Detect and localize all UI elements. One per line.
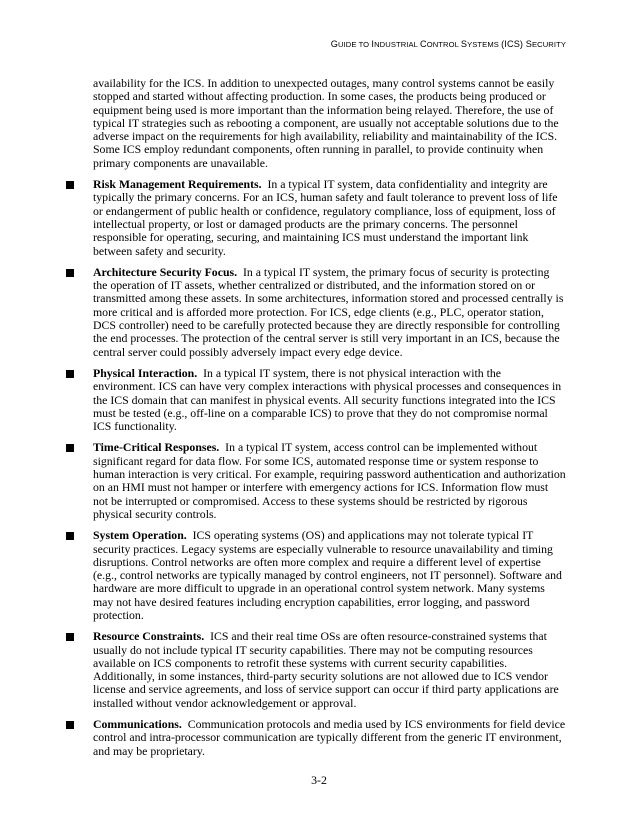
bullet-item-risk-management [93,178,566,258]
square-bullet-icon [66,370,74,378]
square-bullet-icon [66,269,74,277]
header-part: (ICS) S [501,39,532,49]
bullet-term: Communications. [93,717,182,732]
header-part: UIDE TO [337,40,372,49]
header-part: C [419,39,427,49]
bullet-item-time-critical [93,441,566,521]
bullet-text: Communication protocols and media used by ICS environments for field device control and intra-processor communication are typically different from the generic IT environment, and may be proprietary. [93,717,566,758]
bullet-paragraph [93,630,566,710]
bullet-text: ICS operating systems (OS) and applications may not tolerate typical IT security practices. Legacy systems are especially vulnerable to resource unavailability and timing disruptions. Control networks are often more complex and require a different level of expertise (e.g., control networks are typically managed by control engineers, not IT personnel). Software and hardware are more difficult to upgrade in an operational control system network. Many systems may not have desired features including encryption capabilities, error logging, and password protection. [93,528,562,622]
bullet-paragraph [93,441,566,521]
header-part: G [330,39,338,49]
bullet-item-architecture-security [93,266,566,359]
bullet-item-communications [93,718,566,758]
bullet-paragraph [93,178,566,258]
bullet-text: In a typical IT system, there is not physical interaction with the environment. ICS can have very complex interactions with physical processes and consequences in the ICS domain that can manifest in physical events. All security functions integrated into the ICS must be tested (e.g., off-line on a comparable ICS) to prove that they do not compromise normal ICS functionality. [93,365,562,434]
body-text [93,77,566,766]
bullet-text: ICS and their real time OSs are often resource-constrained systems that usually do not include typical IT security capabilities. There may not be computing resources available on ICS components to retrofit these systems with current security capabilities. Additionally, in some instances, third-party security solutions are not allowed due to ICS vendor license and service agreements, and loss of service support can occur if third party applications are installed without vendor acknowledgement or approval. [93,629,559,710]
page-number: 3-2 [311,773,327,787]
bullet-term: Risk Management Requirements. [93,177,262,192]
square-bullet-icon [66,181,74,189]
bullet-term: Physical Interaction. [93,365,198,380]
bullet-term: Architecture Security Focus. [93,264,238,279]
bullet-item-resource-constraints [93,630,566,710]
square-bullet-icon [66,532,74,540]
bullet-text: In a typical IT system, access control can be implemented without significant regard for data flow. For some ICS, automated response time or system response to human interaction is very critical. For example, requiring password authentication and authorization on an HMI must not hamper or interfere with emergency actions for ICS. Information flow must not be interrupted or compromised. Access to these systems should be restricted by rigorous physical security controls. [93,440,566,521]
bullet-term: System Operation. [93,528,187,543]
intro-paragraph: availability for the ICS. In addition to unexpected outages, many control systems cannot be easily stopped and started without affecting production. In some cases, the products being produced or equipment being used is more important than the information being relayed. Therefore, the use of typical IT strategies such as rebooting a component, are usually not acceptable solutions due to the adverse impact on the requirements for high availability, reliability and maintainability of the ICS. Some ICS employ redundant components, often running in parallel, to provide continuity when primary components are unavailable. [93,76,559,170]
bullet-paragraph [93,266,566,359]
bullet-item-system-operation [93,529,566,622]
header-part: YSTEMS [467,40,502,49]
square-bullet-icon [66,721,74,729]
bullet-text: In a typical IT system, the primary focus of security is protecting the operation of IT assets, whether centralized or distributed, and the information stored on or transmitted among these assets. In some architectures, information stored and processed centrally is more critical and is afforded more protection. For ICS, edge clients (e.g., PLC, operator station, DCS controller) need to be carefully protected because they are directly responsible for controlling the end processes. The protection of the central server is still very important in an ICS, because the central server could possibly adversely impact every edge device. [93,264,564,359]
running-header [331,39,566,49]
bullet-text: In a typical IT system, data confidentiality and integrity are typically the primary concerns. For an ICS, human safety and fault tolerance to prevent loss of life or endangerment of public health or confidence, regulatory compliance, loss of equipment, loss of intellectual property, or lost or damaged products are the primary concerns. The personnel responsible for operating, securing, and maintaining ICS must understand the important link between safety and security. [93,177,558,258]
bullet-item-physical-interaction [93,367,566,433]
bullet-paragraph [93,718,566,758]
header-part: S [460,39,468,49]
bullet-term: Time-Critical Responses. [93,440,220,455]
bullet-paragraph [93,529,566,622]
header-part: NDUSTRIAL [374,40,420,49]
square-bullet-icon [66,444,74,452]
header-part: ECURITY [531,40,566,49]
header-part: ONTROL [426,40,461,49]
square-bullet-icon [66,633,74,641]
bullet-term: Resource Constraints. [93,629,205,644]
header-part: I [371,39,375,49]
bullet-paragraph [93,367,566,433]
